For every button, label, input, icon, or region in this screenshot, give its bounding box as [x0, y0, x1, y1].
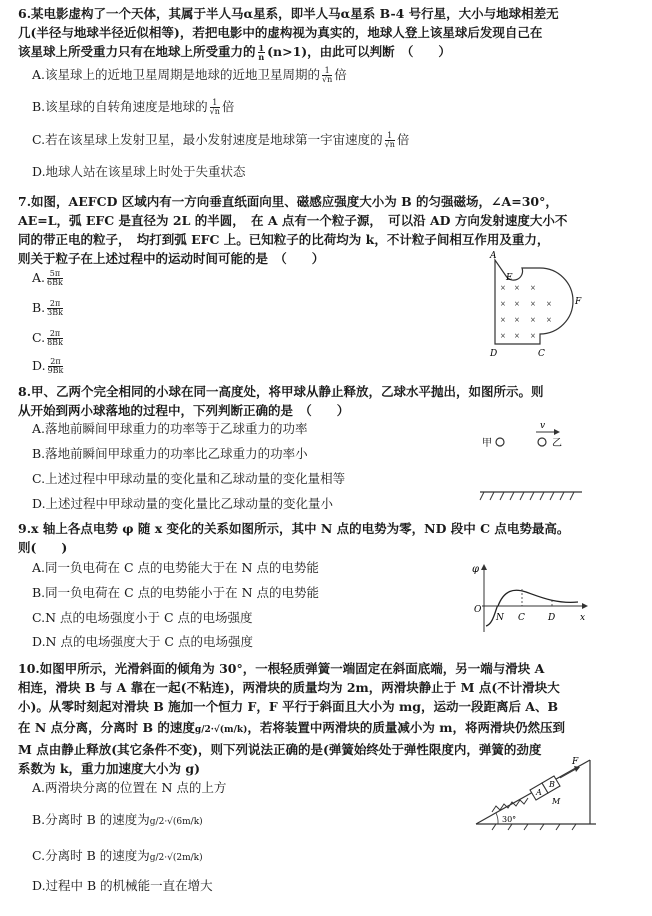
q7-label-e: E	[506, 273, 513, 283]
q7-stem-line4: 则关于粒子在上述过程中的运动时间可能的是 （ ）	[18, 251, 325, 266]
q8-option-d[interactable]: D.上述过程中甲球动量的变化量比乙球动量的变化量小	[32, 496, 334, 511]
q6-fraction: $\frac{1}{n}$	[258, 43, 265, 62]
q9-label-x: x	[580, 613, 586, 623]
q9-option-c[interactable]: C.N 点的电场强度小于 C 点的电场强度	[32, 610, 253, 625]
q9-label-d: D	[548, 613, 556, 623]
q6-stem-tail: (n>1)，由此可以判断 （ ）	[267, 44, 451, 59]
q6-option-b[interactable]: B.该星球的自转角速度是地球的 $\frac{1}{√n}$ 倍	[32, 98, 235, 116]
svg-text:×: ×	[500, 316, 506, 324]
q7-option-d[interactable]: D. $\frac{2\pi}{9Bk}$	[32, 357, 64, 375]
svg-text:×: ×	[500, 284, 506, 292]
q10-stem-line3: 小)。从零时刻起对滑块 B 施加一个恒力 F，F 平行于斜面且大小为 mg，运动一段距离后 A、B	[18, 699, 559, 714]
q10-hatch	[492, 824, 576, 830]
q6-option-c[interactable]: C.若在该星球上发射卫星，最小发射速度是地球第一宇宙速度的 $\frac{1}{√n}$ 倍	[32, 131, 410, 149]
q10-label-f: F	[572, 757, 579, 767]
q7-label-a: A	[490, 251, 497, 261]
q10-stem-line2: 相连，滑块 B 与 A 靠在一起(不粘连)，两滑块的质量均为 2m，两滑块静止于 M 点(不计滑块大	[18, 680, 560, 695]
q9-stem-line1: 9.x 轴上各点电势 φ 随 x 变化的关系如图所示，其中 N 点的电势为零，ND 段中 C 点电势最高。	[18, 521, 570, 536]
q7-option-b[interactable]: B. $\frac{2\pi}{3Bk}$	[32, 299, 63, 317]
svg-text:×: ×	[514, 316, 520, 324]
q9-option-d[interactable]: D.N 点的电场强度大于 C 点的电场强度	[32, 634, 253, 649]
q8-stem-line2: 从开始到两小球落地的过程中，下列判断正确的是 （ ）	[18, 403, 350, 418]
q6-stem-line3	[18, 44, 451, 61]
q8-projectile-figure	[478, 418, 588, 506]
q8-ground-hatch	[480, 492, 574, 500]
q10-label-b: B	[549, 780, 555, 789]
q10-spring	[492, 798, 528, 812]
q8-ball-jia	[496, 438, 504, 446]
q7-magnetic-field-figure	[480, 250, 590, 362]
q7-label-c: C	[538, 349, 545, 359]
q6-option-a[interactable]: A.该星球上的近地卫星周期是地球的近地卫星周期的 $\frac{1}{√n}$ 倍	[32, 66, 347, 84]
q8-label-v: v	[540, 421, 546, 431]
svg-text:×: ×	[500, 300, 506, 308]
q7-option-c[interactable]: C. $\frac{2\pi}{8Bk}$	[32, 329, 63, 347]
q10-stem-line5: M 点由静止释放(其它条件不变)，则下列说法正确的是(弹簧始终处于弹性限度内，弹簧的劲度	[18, 742, 542, 757]
q8-option-b[interactable]: B.落地前瞬间甲球重力的功率比乙球重力的功率小	[32, 446, 308, 461]
svg-text:×: ×	[530, 316, 536, 324]
q10-force-arrow	[560, 769, 576, 778]
q10-option-a[interactable]: A.两滑块分离的位置在 N 点的上方	[32, 780, 227, 795]
svg-text:×: ×	[546, 316, 552, 324]
q7-option-a[interactable]: A. $\frac{5\pi}{6Bk}$	[32, 269, 63, 287]
q10-option-b[interactable]: B.分离时 B 的速度为g/2·√(6m/k)	[32, 812, 203, 827]
q9-label-c: C	[518, 613, 525, 623]
svg-text:×: ×	[514, 332, 520, 340]
svg-text:×: ×	[514, 300, 520, 308]
svg-text:×: ×	[530, 300, 536, 308]
q6-option-d[interactable]: D.地球人站在该星球上时处于失重状态	[32, 164, 246, 179]
q7-stem-line1: 7.如图，AEFCD 区域内有一方向垂直纸面向里、磁感应强度大小为 B 的匀强磁场，∠A=30°，	[18, 194, 558, 209]
q6-stem-line1: 6.某电影虚构了一个天体，其属于半人马α星系，即半人马α星系 B-4 号行星，大小与地球相差无	[18, 6, 559, 21]
q9-label-o: O	[474, 605, 482, 615]
q6-stem-line2: 几(半径与地球半径近似相等)，若把电影中的虚构视为真实的，地球人登上该星球后发现自己在	[18, 25, 543, 40]
q10-label-angle: 30°	[502, 815, 517, 824]
q7-label-f: F	[575, 297, 582, 307]
q8-stem-line1: 8.甲、乙两个完全相同的小球在同一高度处，将甲球从静止释放，乙球水平抛出，如图所示。则	[18, 384, 544, 399]
q7-field-crosses	[500, 284, 552, 340]
svg-text:×: ×	[500, 332, 506, 340]
svg-text:×: ×	[514, 284, 520, 292]
q10-stem-line6: 系数为 k，重力加速度大小为 g)	[18, 761, 201, 776]
q9-option-b[interactable]: B.同一负电荷在 C 点的电势能小于在 N 点的电势能	[32, 585, 320, 600]
q9-label-phi: φ	[472, 564, 480, 575]
q7-label-d: D	[490, 349, 498, 359]
q8-label-jia: 甲	[482, 438, 492, 449]
svg-text:×: ×	[530, 332, 536, 340]
q7-stem-line2: AE=L，弧 EFC 是直径为 2L 的半圆， 在 A 点有一个粒子源， 可以沿 AD 方向发射速度大小不	[18, 213, 568, 228]
svg-text:×: ×	[546, 300, 552, 308]
q7-stem-line3: 同的带正电的粒子， 均打到弧 EFC 上。已知粒子的比荷均为 k，不计粒子间相互作用及重力，	[18, 232, 550, 247]
q10-incline-figure	[468, 752, 604, 832]
q10-stem-line1: 10.如图甲所示，光滑斜面的倾角为 30°，一根轻质弹簧一端固定在斜面底端，另一端与滑块 A	[18, 661, 545, 676]
q10-option-d[interactable]: D.过程中 B 的机械能一直在增大	[32, 878, 213, 893]
q10-speed-formula: g/2·√(m/k)	[194, 725, 248, 735]
q10-option-c[interactable]: C.分离时 B 的速度为g/2·√(2m/k)	[32, 848, 203, 863]
q9-label-n: N	[496, 613, 504, 623]
svg-text:×: ×	[530, 284, 536, 292]
q8-label-yi: 乙	[552, 438, 562, 449]
q8-ball-yi	[538, 438, 546, 446]
q10-stem-line4: 在 N 点分离，分离时 B 的速度g/2·√(m/k)，若将装置中两滑块的质量减小为 m，将两滑块仍然压到	[18, 720, 565, 735]
q10-label-a: A	[536, 788, 542, 797]
q6-stem-text: 该星球上所受重力只有在地球上所受重力的	[18, 44, 256, 59]
q9-option-a[interactable]: A.同一负电荷在 C 点的电势能大于在 N 点的电势能	[32, 560, 319, 575]
q9-stem-line2: 则( )	[18, 540, 68, 555]
q8-option-a[interactable]: A.落地前瞬间甲球重力的功率等于乙球重力的功率	[32, 421, 308, 436]
q8-option-c[interactable]: C.上述过程中甲球动量的变化量和乙球动量的变化量相等	[32, 471, 346, 486]
q10-label-m: M	[552, 797, 561, 806]
q9-potential-graph	[470, 562, 590, 638]
